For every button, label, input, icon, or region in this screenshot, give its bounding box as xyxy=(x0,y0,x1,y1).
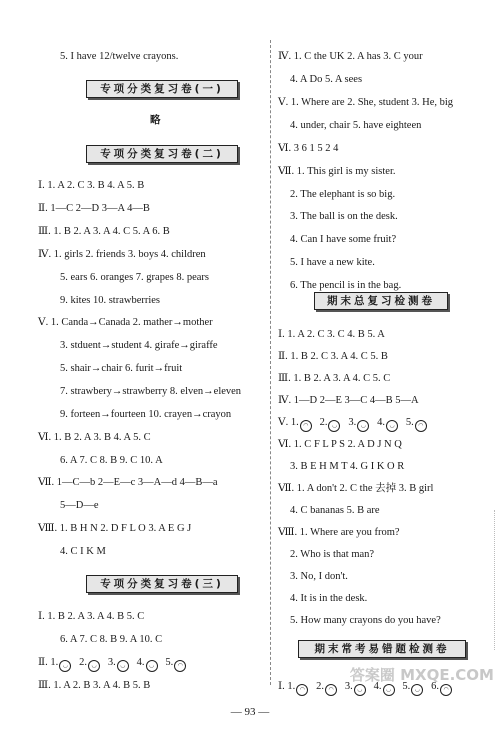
item-label: 5. xyxy=(165,657,174,668)
sad-face-icon: ◠ xyxy=(300,420,312,432)
answer-line: 6. A 7. C 8. B 9. A 10. C xyxy=(60,634,163,645)
smiley-answer-line xyxy=(38,656,186,672)
section-banner: 期末总复习检测卷 xyxy=(314,292,448,310)
answer-line: 3. The ball is on the desk. xyxy=(290,211,398,222)
answer-line: 6. A 7. C 8. B 9. C 10. A xyxy=(60,455,163,466)
sad-face-icon: ◠ xyxy=(415,420,427,432)
answer-line: 5. shair→chair 6. furit→fruit xyxy=(60,363,183,374)
answer-line: 4. Can I have some fruit? xyxy=(290,234,397,245)
item-label: 4. xyxy=(377,417,385,428)
answer-line: Ⅴ. 1. Canda→Canada 2. mather→mother xyxy=(38,317,213,328)
answer-line: 4. C bananas 5. B are xyxy=(290,505,380,516)
answer-line: Ⅵ. 1. B 2. A 3. B 4. A 5. C xyxy=(38,432,151,443)
item-label: Ⅰ. 1. xyxy=(278,681,296,692)
smile-face-icon: ◡ xyxy=(117,660,129,672)
answer-line: Ⅷ. 1. Where are you from? xyxy=(278,527,400,538)
item-label: 3. xyxy=(344,681,353,692)
page-edge-mark xyxy=(494,510,495,650)
section-banner: 专项分类复习卷(一) xyxy=(86,80,238,98)
answer-line: Ⅲ. 1. A 2. B 3. A 4. B 5. B xyxy=(38,680,151,691)
smile-face-icon: ◡ xyxy=(383,684,395,696)
item-label: 4. xyxy=(373,681,382,692)
answer-line: Ⅶ. 1—C—b 2—E—c 3—A—d 4—B—a xyxy=(38,477,218,488)
item-label: 4. xyxy=(136,657,145,668)
answer-line: 2. The elephant is so big. xyxy=(290,189,396,200)
answer-line: Ⅰ. 1. A 2. C 3. B 4. A 5. B xyxy=(38,180,145,191)
answer-line: Ⅴ. 1. Where are 2. She, student 3. He, big xyxy=(278,97,454,108)
section-banner: 专项分类复习卷(三) xyxy=(86,575,238,593)
answer-line: 9. kites 10. strawberries xyxy=(60,295,161,306)
smile-face-icon: ◡ xyxy=(146,660,158,672)
answer-line: 5. ears 6. oranges 7. grapes 8. pears xyxy=(60,272,209,283)
smile-face-icon: ◡ xyxy=(357,420,369,432)
section-banner: 期末常考易错题检测卷 xyxy=(298,640,466,658)
answer-line: 2. Who is that man? xyxy=(290,549,375,560)
answer-line: Ⅷ. 1. B H N 2. D F L O 3. A E G J xyxy=(38,523,192,534)
smile-face-icon: ◡ xyxy=(328,420,340,432)
answer-line: 5—D—e xyxy=(60,500,99,511)
answer-line: 3. stduent→student 4. girafe→giraffe xyxy=(60,340,218,351)
answer-line: Ⅱ. 1. B 2. C 3. A 4. C 5. B xyxy=(278,351,388,362)
smile-face-icon: ◡ xyxy=(59,660,71,672)
answer-line: 9. forteen→fourteen 10. crayen→crayon xyxy=(60,409,232,420)
page-number: — 93 — xyxy=(230,706,270,718)
sad-face-icon: ◠ xyxy=(325,684,337,696)
item-label: 2. xyxy=(316,681,325,692)
answer-line: Ⅳ. 1—D 2—E 3—C 4—B 5—A xyxy=(278,395,419,406)
item-label: 3. xyxy=(348,417,357,428)
answer-line: Ⅵ. 1. C F L P S 2. A D J N Q xyxy=(278,439,402,450)
answer-line: 6. The pencil is in the bag. xyxy=(290,280,402,291)
smile-face-icon: ◡ xyxy=(88,660,100,672)
watermark-logo: 答案圈 MXQE.COM xyxy=(349,666,494,684)
answer-line: 3. No, I don't. xyxy=(290,571,348,582)
answer-line: Ⅵ. 3 6 1 5 2 4 xyxy=(278,143,339,154)
sad-face-icon: ◠ xyxy=(296,684,308,696)
smile-face-icon: ◡ xyxy=(354,684,366,696)
item-label: Ⅴ. 1. xyxy=(278,417,299,428)
answer-line: Ⅱ. 1—C 2—D 3—A 4—B xyxy=(38,203,150,214)
item-label: 6. xyxy=(431,681,440,692)
item-label: 3. xyxy=(107,657,116,668)
item-label: Ⅱ. 1. xyxy=(38,657,59,668)
answer-line: Ⅲ. 1. B 2. A 3. A 4. C 5. A 6. B xyxy=(38,226,170,237)
answer-line: 3. B E H M T 4. G I K O R xyxy=(290,461,405,472)
column-divider xyxy=(270,40,271,685)
answer-line: 4. under, chair 5. have eighteen xyxy=(290,120,422,131)
answer-line: Ⅶ. 1. A don't 2. C the 去掉 3. B girl xyxy=(278,483,434,494)
answer-line: Ⅶ. 1. This girl is my sister. xyxy=(278,166,396,177)
answer-line: 7. strawbery→strawberry 8. elven→eleven xyxy=(60,386,242,397)
sad-face-icon: ◠ xyxy=(174,660,186,672)
sad-face-icon: ◠ xyxy=(440,684,452,696)
answer-line: Ⅰ. 1. B 2. A 3. A 4. B 5. C xyxy=(38,611,145,622)
answer-line: 4. C I K M xyxy=(60,546,106,557)
answer-line: 4. It is in the desk. xyxy=(290,593,368,604)
item-label: 2. xyxy=(319,417,328,428)
item-label: 5. xyxy=(405,417,414,428)
answer-line: Ⅰ. 1. A 2. C 3. C 4. B 5. A xyxy=(278,329,385,340)
smile-face-icon: ◡ xyxy=(411,684,423,696)
answer-line: 5. I have 12/twelve crayons. xyxy=(60,51,179,62)
answer-line: Ⅳ. 1. C the UK 2. A has 3. C your xyxy=(278,51,423,62)
answer-line: Ⅲ. 1. B 2. A 3. A 4. C 5. C xyxy=(278,373,391,384)
answer-line: 略 xyxy=(150,115,161,126)
smile-face-icon: ◡ xyxy=(386,420,398,432)
smiley-answer-line xyxy=(278,416,427,432)
answer-line: 5. How many crayons do you have? xyxy=(290,615,441,626)
answer-line: 4. A Do 5. A sees xyxy=(290,74,363,85)
answer-line: Ⅳ. 1. girls 2. friends 3. boys 4. children xyxy=(38,249,206,260)
section-banner: 专项分类复习卷(二) xyxy=(86,145,238,163)
answer-line: 5. I have a new kite. xyxy=(290,257,375,268)
item-label: 5. xyxy=(402,681,411,692)
item-label: 2. xyxy=(79,657,88,668)
